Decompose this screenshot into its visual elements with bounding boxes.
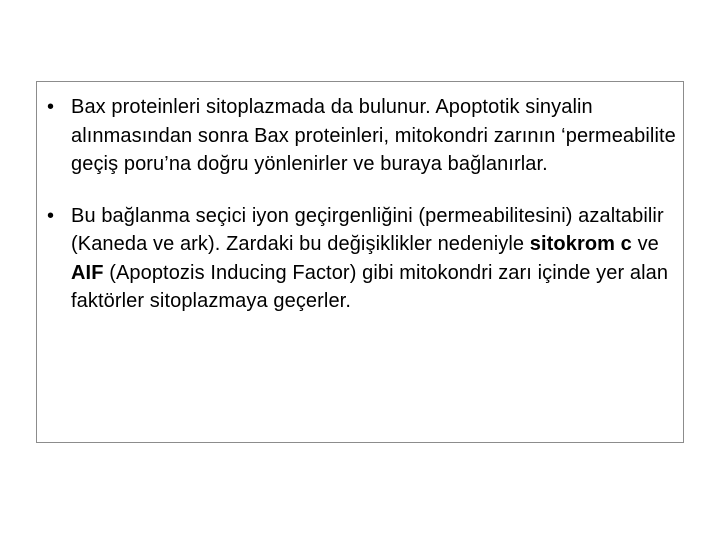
bullet-marker: • <box>47 96 55 118</box>
bullet-text: Bax proteinleri sitoplazmada da bulunur. Apoptotik sinyalin alınmasından sonra Bax proteinleri, mitokondri zarının ‘permeabilite geçiş poru’na doğru yönlenirler ve buraya bağlanırlar. <box>71 96 676 175</box>
bullet-text-part-3: (Apoptozis Inducing Factor) gibi mitokondri zarı içinde yer alan faktörler sitoplazmaya geçerler. <box>71 261 669 312</box>
bold-term-cytochrome-c: sitokrom c <box>529 233 632 255</box>
bullet-list <box>47 93 687 316</box>
bullet-item-permeability <box>47 202 687 316</box>
bold-term-aif: AIF <box>71 261 104 284</box>
content-box <box>36 81 684 443</box>
bullet-text-part-2: ve <box>631 233 659 255</box>
bullet-text-part-1: Bu bağlanma seçici iyon geçirgenliğini (permeabilitesini) azaltabilir (Kaneda ve ark). Zardaki bu değişiklikler nedeniyle <box>71 204 664 255</box>
bullet-marker: • <box>47 204 55 227</box>
bullet-item-bax-proteins <box>47 93 687 179</box>
